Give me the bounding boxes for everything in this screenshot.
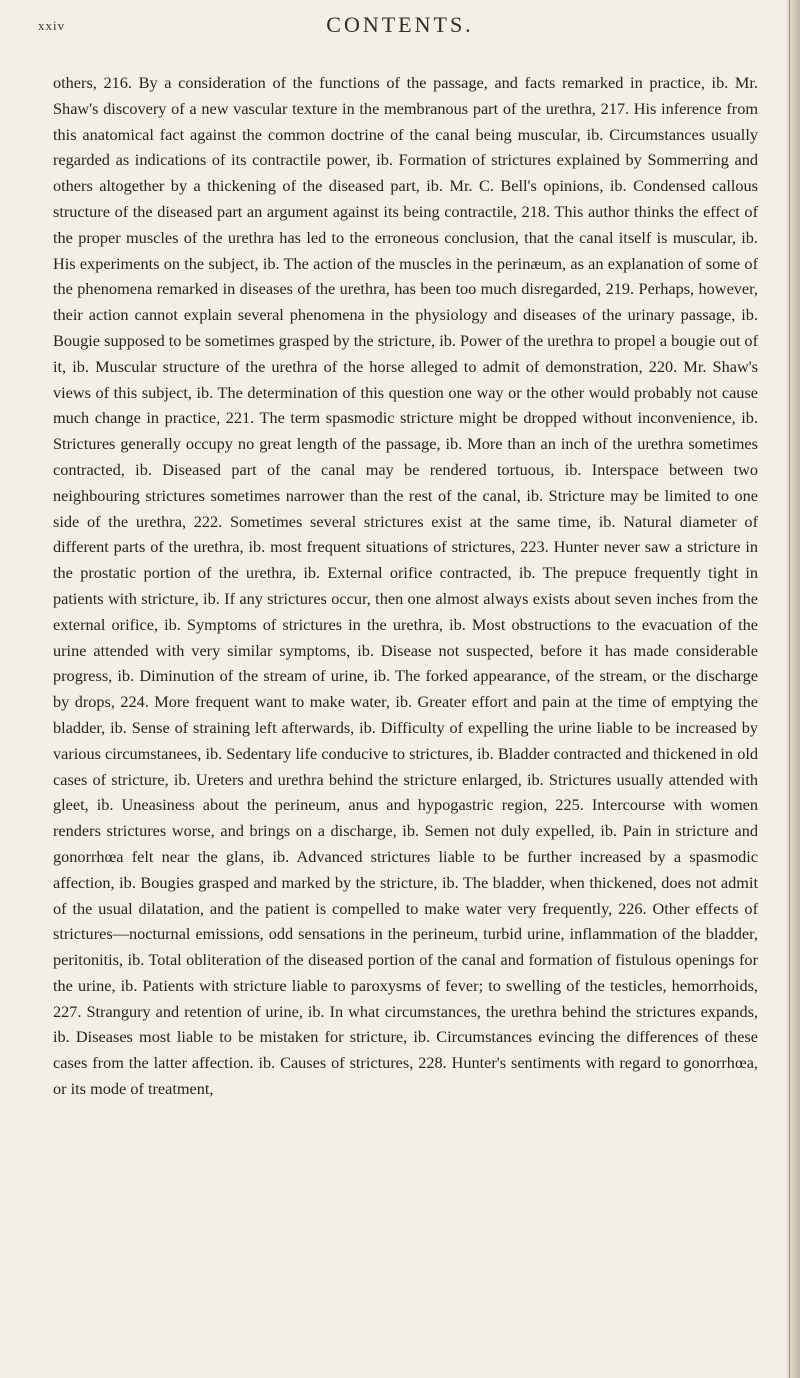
contents-paragraph: others, 216. By a consideration of the functions of the passage, and facts remarked in practice, ib. Mr. Shaw's discovery of a new vascular texture in the membranous part of the urethra, 217. His inference from this anatomical fact against the common doctrine of the canal being muscular, ib. Circumstances usually regarded as indications of its contractile power, ib. Formation of strictures explained by Sommerring and others altogether by a thickening of the diseased part, ib. Mr. C. Bell's opinions, ib. Condensed callous structure of the diseased part an argument against its being contractile, 218. This author thinks the effect of the proper muscles of the urethra has led to the erroneous conclusion, that the canal itself is muscular, ib. His experiments on the subject, ib. The action of the muscles in the perinæum, as an explanation of some of the phenomena remarked in diseases of the urethra, has been too much disregarded, 219. Perhaps, however, their action cannot explain several phenomena in the physiology and diseases of the urinary passage, ib. Bougie supposed to be sometimes grasped by the stricture, ib. Power of the urethra to propel a bougie out of it, ib. Muscular structure of the urethra of the horse alleged to admit of demonstration, 220. Mr. Shaw's views of this subject, ib. The determination of this question one way or the other would probably not cause much change in practice, 221. The term spasmodic stricture might be dropped without inconvenience, ib. Strictures generally occupy no great length of the passage, ib. More than an inch of the urethra sometimes contracted, ib. Diseased part of the canal may be rendered tortuous, ib. Interspace between two neighbouring strictures sometimes narrower than the rest of the canal, ib. Stricture may be limited to one side of the urethra, 222. Sometimes several strictures exist at the same time, ib. Natural diameter of different parts of the urethra, ib. most frequent situations of strictures, 223. Hunter never saw a stricture in the prostatic portion of the urethra, ib. External orifice contracted, ib. The prepuce frequently tight in patients with stricture, ib. If any strictures occur, then one almost always exists about seven inches from the external orifice, ib. Symptoms of strictures in the urethra, ib. Most obstructions to the evacuation of the urine attended with very similar symptoms, ib. Disease not suspected, before it has made considerable progress, ib. Diminution of the stream of urine, ib. The forked appearance, of the stream, or the discharge by drops, 224. More frequent want to make water, ib. Greater effort and pain at the time of emptying the bladder, ib. Sense of straining left afterwards, ib. Difficulty of expelling the urine liable to be increased by various circumstanees, ib. Sedentary life conducive to strictures, ib. Bladder contracted and thickened in old cases of stricture, ib. Ureters and urethra behind the stricture enlarged, ib. Strictures usually attended with gleet, ib. Uneasiness about the perineum, anus and hypogastric region, 225. Intercourse with women renders strictures worse, and brings on a discharge, ib. Semen not duly expelled, ib. Pain in stricture and gonorrhœa felt near the glans, ib. Advanced strictures liable to be further increased by a spasmodic affection, ib. Bougies grasped and marked by the stricture, ib. The bladder, when thickened, does not admit of the usual dilatation, and the patient is compelled to make water very frequently, 226. Other effects of strictures—nocturnal emissions, odd sensations in the perineum, turbid urine, inflammation of the bladder, peritonitis, ib. Total obliteration of the diseased portion of the canal and formation of fistulous openings for the urine, ib. Patients with stricture liable to paroxysms of fever; to swelling of the testicles, hemorrhoids, 227. Strangury and retention of urine, ib. In what circumstances, the urethra behind the strictures expands, ib. Diseases most liable to be mistaken for stricture, ib. Circumstances evincing the differences of these cases from the latter affection. ib. Causes of strictures, 228. Hunter's sentiments with regard to gonorrhœa, or its mode of treatment, <box>53 73 758 1099</box>
contents-text-block <box>53 70 758 1102</box>
running-head: CONTENTS. <box>326 12 474 37</box>
page-header <box>38 12 762 52</box>
page-number: xxiv <box>38 18 66 33</box>
page-edge-line <box>789 0 790 1378</box>
